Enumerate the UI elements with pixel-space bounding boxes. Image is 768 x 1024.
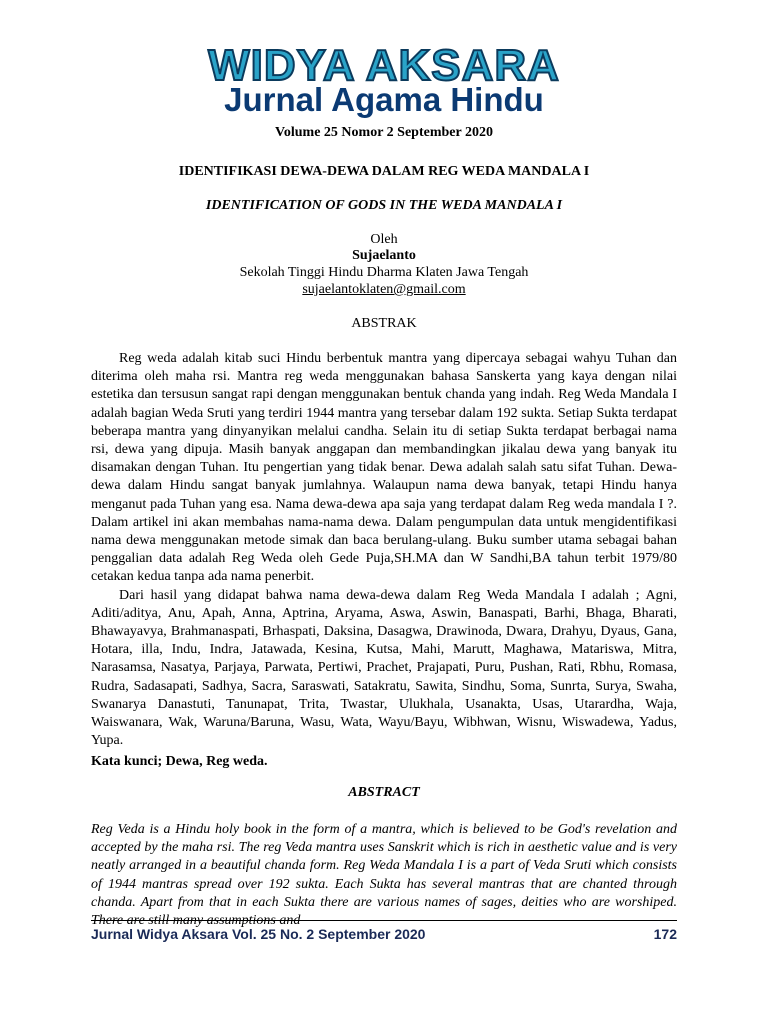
abstrak-paragraph-1: Reg weda adalah kitab suci Hindu berbentuk mantra yang dipercaya sebagai wahyu Tuhan dan diterima oleh maha rsi. Mantra reg weda menggunakan bahasa Sanskerta yang kaya dengan nilai estetika dan tersusun sangat rapi dengan menggunakan bentuk chanda yang indah. Reg Weda Mandala I adalah bagian Weda Sruti yang terdiri 1944 mantra yang tersebar dalam 192 sukta. Setiap Sukta terdapat beberapa mantra yang dinyanyikan melalui candha. Selain itu di setiap Sukta terdapat berbagai nama rsi, dewa yang dipuja. Masih banyak anggapan dan membandingkan jikalau dewa yang banyak itu disamakan dengan Tuhan. Itu pengertian yang tidak benar. Dewa adalah salah satu sifat Tuhan. Dewa-dewa dalam Hindu sangat banyak jumlahnya. Walaupun nama dewa banyak, tetapi Hindu hanya menganut pada Tuhan yang esa. Nama dewa-dewa apa saja yang terdapat dalam Reg weda mandala I ?. Dalam artikel ini akan membahas nama-nama dewa. Dalam pengumpulan data untuk mengidentifikasi nama dewa menggunakan metode simak dan baca berulang-ulang. Buku sumber utama sebagai bahan penggalian data adalah Reg Weda oleh Gede Puja,SH.MA dan W Sandhi,BA tahun terbit 1979/80 cetakan kedua tanpa ada nama penerbit. xyxy=(91,351,677,585)
abstract-body xyxy=(91,821,677,930)
byline-oleh: Oleh xyxy=(370,232,398,247)
abstrak-body xyxy=(91,350,677,750)
footer-journal-name: Jurnal Widya Aksara Vol. 25 No. 2 September 2020 xyxy=(91,926,426,942)
footer-divider xyxy=(91,920,677,921)
author-email-line xyxy=(0,282,768,298)
page-footer xyxy=(91,926,677,942)
journal-logo-title: WIDYA AKSARA xyxy=(208,41,560,90)
keywords: Kata kunci; Dewa, Reg weda. xyxy=(91,754,268,769)
title-english: IDENTIFICATION OF GODS IN THE WEDA MANDALA I xyxy=(205,198,563,213)
author-name: Sujaelanto xyxy=(352,248,416,263)
abstrak-heading: ABSTRAK xyxy=(351,316,417,331)
issue-line: Volume 25 Nomor 2 September 2020 xyxy=(275,125,493,140)
author-email-link[interactable]: sujaelantoklaten@gmail.com xyxy=(302,282,466,297)
title-indonesian: IDENTIFIKASI DEWA-DEWA DALAM REG WEDA MANDALA I xyxy=(178,164,590,179)
abstrak-paragraph-2: Dari hasil yang didapat bahwa nama dewa-dewa dalam Reg Weda Mandala I adalah ; Agni, Aditi/aditya, Anu, Apah, Anna, Aptrina, Aryama, Aswa, Aswin, Banaspati, Barhi, Bhaga, Bharati, Bhawayavya, Brahmanaspati, Brhaspati, Daksina, Dasagwa, Drawinoda, Dwara, Drahyu, Dyaus, Gana, Hotara, illa, Indu, Indra, Jatawada, Kesina, Kutsa, Mahi, Marutt, Maghawa, Matariswa, Mitra, Narasamsa, Nasatya, Parjaya, Parwata, Pertiwi, Prachet, Prajapati, Puru, Pushan, Rati, Rbhu, Romasa, Rudra, Sadasapati, Sadhya, Sacra, Saraswati, Satakratu, Sawita, Sindhu, Soma, Sunrta, Surya, Swaha, Swanarya Danastuti, Tanunapat, Trita, Twastar, Ulukhala, Usanakta, Usas, Utarardha, Waja, Waiswanara, Wak, Waruna/Baruna, Wasu, Wata, Wayu/Bayu, Wibhwan, Wisnu, Wiswadewa, Yadus, Yupa. xyxy=(91,587,677,749)
abstract-paragraph-1: Reg Veda is a Hindu holy book in the form of a mantra, which is believed to be God's revelation and accepted by the maha rsi. The reg Veda mantra uses Sanskrit which is rich in aesthetic value and is very neatly arranged in a beautiful chanda form. Reg Weda Mandala I is a part of Veda Sruti which consists of 1944 mantras spread over 192 sukta. Each Sukta has several mantras that are chanted through chanda. Apart from that in each Sukta there are various names of sages, deities who are worshiped. There are still many assumptions and xyxy=(91,822,677,929)
journal-logo-subtitle: Jurnal Agama Hindu xyxy=(224,81,544,118)
author-affiliation: Sekolah Tinggi Hindu Dharma Klaten Jawa Tengah xyxy=(239,265,529,280)
footer-page-number: 172 xyxy=(653,926,677,942)
abstract-heading: ABSTRACT xyxy=(348,785,420,800)
